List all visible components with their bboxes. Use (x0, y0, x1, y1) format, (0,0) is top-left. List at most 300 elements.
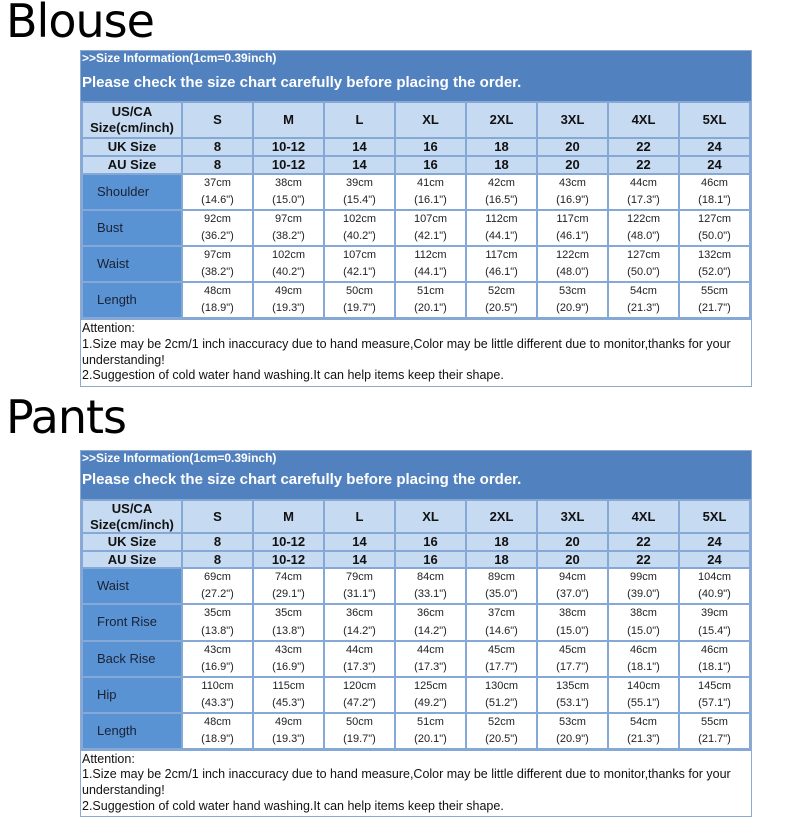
measurement-cell (182, 174, 253, 210)
cm-value: 107cm (413, 213, 448, 226)
cm-value: 45cm (488, 643, 515, 656)
blouse-size-chart (80, 50, 752, 387)
inch-value: (40.2") (272, 266, 305, 279)
inch-value: (21.3") (627, 302, 660, 315)
cm-value: 127cm (697, 213, 732, 226)
measurement-cell (324, 210, 395, 246)
measurement-cell (182, 282, 253, 318)
au-size-label: AU Size (82, 156, 182, 174)
inch-value: (16.9") (272, 660, 305, 673)
measurement-cell (466, 174, 537, 210)
inch-value: (18.1") (698, 660, 731, 673)
measurement-cell (395, 246, 466, 282)
measurement-cell (395, 174, 466, 210)
au-size-value: 14 (324, 156, 395, 174)
inch-value: (55.1") (627, 696, 660, 709)
inch-value: (14.2") (414, 624, 447, 637)
measurement-label: Waist (82, 246, 182, 282)
measurement-label: Front Rise (82, 604, 182, 640)
au-size-value: 10-12 (253, 156, 324, 174)
inch-value: (16.9") (556, 194, 589, 207)
measurement-label: Length (82, 282, 182, 318)
measurement-label: Length (82, 713, 182, 749)
size-header-5xl: 5XL (679, 500, 750, 533)
inch-value: (21.7") (698, 302, 731, 315)
inch-value: (45.3") (272, 696, 305, 709)
cm-value: 55cm (701, 285, 728, 298)
size-header-4xl: 4XL (608, 500, 679, 533)
inch-value: (53.1") (556, 696, 589, 709)
us-ca-size-label: US/CA Size(cm/inch) (82, 102, 182, 138)
au-size-value: 24 (679, 551, 750, 569)
size-info-note: >>Size Information(1cm=0.39inch) (82, 51, 277, 65)
measurement-row (82, 246, 750, 282)
inch-value: (14.6") (201, 194, 234, 207)
inch-value: (16.9") (201, 660, 234, 673)
inch-value: (20.1") (414, 302, 447, 315)
au-size-value: 22 (608, 156, 679, 174)
uk-size-value: 14 (324, 533, 395, 551)
measurement-cell (324, 246, 395, 282)
uk-size-value: 20 (537, 533, 608, 551)
measurement-cell (253, 604, 324, 640)
cm-value: 69cm (204, 571, 231, 584)
cm-value: 51cm (417, 285, 444, 298)
inch-value: (19.7") (343, 302, 376, 315)
cm-value: 49cm (275, 715, 302, 728)
inch-value: (48.0") (556, 266, 589, 279)
inch-value: (19.7") (343, 732, 376, 745)
inch-value: (18.9") (201, 302, 234, 315)
inch-value: (21.3") (627, 732, 660, 745)
size-table (81, 101, 751, 319)
inch-value: (13.8") (201, 624, 234, 637)
attention-line: 2.Suggestion of cold water hand washing.It can help items keep their shape. (82, 368, 504, 383)
uk-size-value: 18 (466, 138, 537, 156)
inch-value: (17.3") (414, 660, 447, 673)
size-header-s: S (182, 102, 253, 138)
size-header-4xl: 4XL (608, 102, 679, 138)
inch-value: (19.3") (272, 302, 305, 315)
au-size-value: 8 (182, 551, 253, 569)
uk-size-value: 10-12 (253, 533, 324, 551)
header-row (82, 102, 750, 138)
measurement-cell (466, 641, 537, 677)
measurement-cell (537, 677, 608, 713)
cm-value: 102cm (342, 213, 377, 226)
au-size-value: 16 (395, 156, 466, 174)
measurement-cell (679, 174, 750, 210)
cm-value: 54cm (630, 285, 657, 298)
au-size-row (82, 156, 750, 174)
measurement-cell (324, 677, 395, 713)
au-size-value: 24 (679, 156, 750, 174)
measurement-row (82, 174, 750, 210)
au-size-value: 8 (182, 156, 253, 174)
inch-value: (17.3") (343, 660, 376, 673)
cm-value: 94cm (559, 571, 586, 584)
measurement-cell (324, 604, 395, 640)
inch-value: (38.2") (272, 230, 305, 243)
uk-size-label: UK Size (82, 138, 182, 156)
inch-value: (46.1") (485, 266, 518, 279)
chart-header-band (81, 51, 751, 101)
inch-value: (50.0") (698, 230, 731, 243)
us-ca-size-label: US/CA Size(cm/inch) (82, 500, 182, 533)
inch-value: (18.9") (201, 732, 234, 745)
measurement-row (82, 641, 750, 677)
cm-value: 102cm (271, 249, 306, 262)
measurement-cell (324, 713, 395, 749)
cm-value: 55cm (701, 715, 728, 728)
cm-value: 37cm (204, 177, 231, 189)
cm-value: 145cm (697, 679, 732, 692)
measurement-cell (679, 568, 750, 604)
cm-value: 112cm (414, 249, 447, 262)
cm-value: 132cm (697, 249, 732, 262)
inch-value: (35.0") (485, 588, 518, 601)
inch-value: (20.1") (414, 732, 447, 745)
inch-value: (36.2") (201, 230, 234, 243)
cm-value: 48cm (204, 285, 231, 298)
measurement-cell (466, 568, 537, 604)
cm-value: 122cm (626, 213, 661, 226)
size-header-2xl: 2XL (466, 500, 537, 533)
cm-value: 54cm (630, 715, 657, 728)
uk-size-value: 24 (679, 533, 750, 551)
size-header-xl: XL (395, 500, 466, 533)
size-header-l: L (324, 102, 395, 138)
cm-value: 135cm (555, 679, 590, 692)
inch-value: (15.0") (627, 624, 660, 637)
cm-value: 35cm (204, 607, 231, 620)
header-row (82, 500, 750, 533)
size-header-2xl: 2XL (466, 102, 537, 138)
inch-value: (27.2") (201, 588, 234, 601)
cm-value: 74cm (275, 571, 302, 584)
measurement-cell (608, 282, 679, 318)
measurement-label: Bust (82, 210, 182, 246)
measurement-cell (537, 604, 608, 640)
inch-value: (49.2") (414, 696, 447, 709)
inch-value: (57.1") (698, 696, 731, 709)
inch-value: (18.1") (698, 194, 731, 207)
measurement-label: Waist (82, 568, 182, 604)
size-header-3xl: 3XL (537, 500, 608, 533)
inch-value: (18.1") (627, 660, 660, 673)
au-size-row (82, 551, 750, 569)
inch-value: (14.2") (343, 624, 376, 637)
measurement-cell (395, 282, 466, 318)
measurement-cell (253, 677, 324, 713)
size-header-m: M (253, 500, 324, 533)
cm-value: 43cm (275, 643, 302, 656)
chart-header-band (81, 451, 751, 499)
measurement-row (82, 568, 750, 604)
inch-value: (15.4") (698, 624, 731, 637)
au-size-value: 22 (608, 551, 679, 569)
measurement-cell (679, 677, 750, 713)
measurement-row (82, 677, 750, 713)
measurement-cell (608, 568, 679, 604)
inch-value: (44.1") (485, 230, 518, 243)
attention-line: 1.Size may be 2cm/1 inch inaccuracy due to hand measure,Color may be little different due to monitor,thanks for your understanding! (82, 337, 731, 367)
inch-value: (17.3") (627, 194, 660, 207)
inch-value: (20.9") (556, 302, 589, 315)
cm-value: 42cm (488, 177, 515, 189)
inch-value: (38.2") (201, 266, 234, 279)
size-header-xl: XL (395, 102, 466, 138)
measurement-cell (182, 641, 253, 677)
measurement-cell (395, 604, 466, 640)
attention-line: 2.Suggestion of cold water hand washing.It can help items keep their shape. (82, 798, 504, 813)
inch-value: (14.6") (485, 624, 518, 637)
cm-value: 39cm (701, 607, 728, 620)
cm-value: 112cm (485, 213, 518, 226)
pants-size-chart (80, 450, 752, 817)
uk-size-value: 8 (182, 533, 253, 551)
measurement-cell (608, 246, 679, 282)
cm-value: 97cm (204, 249, 231, 262)
au-size-label: AU Size (82, 551, 182, 569)
au-size-value: 18 (466, 551, 537, 569)
au-size-value: 18 (466, 156, 537, 174)
au-size-value: 14 (324, 551, 395, 569)
cm-value: 89cm (488, 571, 515, 584)
attention-note (81, 319, 751, 386)
measurement-cell (679, 246, 750, 282)
cm-value: 53cm (559, 285, 586, 298)
cm-value: 125cm (413, 679, 448, 692)
size-header-l: L (324, 500, 395, 533)
measurement-cell (253, 641, 324, 677)
uk-size-value: 16 (395, 138, 466, 156)
measurement-cell (324, 568, 395, 604)
measurement-cell (466, 604, 537, 640)
measurement-cell (537, 641, 608, 677)
measurement-cell (466, 677, 537, 713)
measurement-cell (395, 568, 466, 604)
measurement-label: Back Rise (82, 641, 182, 677)
inch-value: (16.1") (414, 194, 447, 207)
measurement-cell (253, 210, 324, 246)
measurement-cell (466, 210, 537, 246)
inch-value: (31.1") (343, 588, 376, 601)
inch-value: (43.3") (201, 696, 234, 709)
cm-value: 99cm (630, 571, 657, 584)
size-header-m: M (253, 102, 324, 138)
cm-value: 110cm (201, 679, 234, 692)
measurement-cell (679, 210, 750, 246)
measurement-cell (537, 713, 608, 749)
cm-value: 92cm (204, 213, 231, 226)
inch-value: (20.9") (556, 732, 589, 745)
cm-value: 38cm (630, 607, 657, 620)
cm-value: 35cm (275, 607, 302, 620)
attention-line: Attention: (82, 321, 135, 336)
attention-note (81, 750, 751, 817)
cm-value: 46cm (630, 643, 657, 656)
measurement-label: Hip (82, 677, 182, 713)
cm-value: 50cm (346, 285, 373, 298)
inch-value: (15.0") (272, 194, 305, 207)
measurement-cell (608, 713, 679, 749)
uk-size-value: 22 (608, 533, 679, 551)
cm-value: 120cm (342, 679, 377, 692)
measurement-cell (395, 210, 466, 246)
measurement-cell (608, 604, 679, 640)
inch-value: (48.0") (627, 230, 660, 243)
inch-value: (15.4") (343, 194, 376, 207)
uk-size-value: 10-12 (253, 138, 324, 156)
size-table (81, 499, 751, 750)
measurement-cell (182, 246, 253, 282)
inch-value: (15.0") (556, 624, 589, 637)
measurement-cell (324, 641, 395, 677)
inch-value: (47.2") (343, 696, 376, 709)
measurement-cell (324, 282, 395, 318)
cm-value: 41cm (417, 177, 444, 189)
cm-value: 97cm (275, 213, 302, 226)
inch-value: (20.5") (485, 302, 518, 315)
uk-size-value: 20 (537, 138, 608, 156)
cm-value: 117cm (485, 249, 518, 262)
cm-value: 49cm (275, 285, 302, 298)
cm-value: 38cm (275, 177, 302, 189)
measurement-row (82, 604, 750, 640)
measurement-cell (253, 282, 324, 318)
cm-value: 50cm (346, 715, 373, 728)
size-info-note: >>Size Information(1cm=0.39inch) (82, 451, 277, 465)
measurement-cell (466, 282, 537, 318)
order-notice: Please check the size chart carefully before placing the order. (82, 74, 522, 91)
inch-value: (44.1") (414, 266, 447, 279)
inch-value: (20.5") (485, 732, 518, 745)
cm-value: 38cm (559, 607, 586, 620)
cm-value: 79cm (346, 571, 373, 584)
inch-value: (52.0") (698, 266, 731, 279)
measurement-cell (182, 210, 253, 246)
inch-value: (37.0") (556, 588, 589, 601)
blouse-title: Blouse (6, 0, 154, 48)
measurement-cell (395, 641, 466, 677)
cm-value: 84cm (417, 571, 444, 584)
uk-size-value: 24 (679, 138, 750, 156)
cm-value: 107cm (342, 249, 377, 262)
measurement-cell (608, 677, 679, 713)
measurement-cell (253, 713, 324, 749)
measurement-cell (395, 677, 466, 713)
measurement-cell (679, 713, 750, 749)
inch-value: (50.0") (627, 266, 660, 279)
size-header-s: S (182, 500, 253, 533)
cm-value: 52cm (488, 715, 515, 728)
attention-line: 1.Size may be 2cm/1 inch inaccuracy due to hand measure,Color may be little different due to monitor,thanks for your understanding! (82, 767, 731, 798)
measurement-cell (466, 713, 537, 749)
cm-value: 115cm (272, 679, 305, 692)
measurement-cell (182, 604, 253, 640)
uk-size-label: UK Size (82, 533, 182, 551)
cm-value: 130cm (484, 679, 519, 692)
measurement-cell (679, 282, 750, 318)
cm-value: 36cm (417, 607, 444, 620)
measurement-cell (324, 174, 395, 210)
measurement-cell (537, 282, 608, 318)
measurement-label: Shoulder (82, 174, 182, 210)
measurement-cell (182, 568, 253, 604)
inch-value: (42.1") (343, 266, 376, 279)
measurement-row (82, 282, 750, 318)
measurement-cell (395, 713, 466, 749)
cm-value: 46cm (701, 177, 728, 189)
cm-value: 45cm (559, 643, 586, 656)
cm-value: 44cm (630, 177, 657, 189)
cm-value: 39cm (346, 177, 373, 189)
cm-value: 117cm (556, 213, 589, 226)
measurement-row (82, 210, 750, 246)
measurement-cell (537, 174, 608, 210)
inch-value: (42.1") (414, 230, 447, 243)
pants-title: Pants (6, 390, 127, 444)
cm-value: 104cm (697, 571, 732, 584)
measurement-cell (537, 246, 608, 282)
inch-value: (16.5") (485, 194, 518, 207)
inch-value: (33.1") (414, 588, 447, 601)
cm-value: 43cm (204, 643, 231, 656)
measurement-cell (182, 677, 253, 713)
au-size-value: 10-12 (253, 551, 324, 569)
uk-size-value: 8 (182, 138, 253, 156)
uk-size-value: 22 (608, 138, 679, 156)
inch-value: (13.8") (272, 624, 305, 637)
au-size-value: 20 (537, 551, 608, 569)
uk-size-value: 14 (324, 138, 395, 156)
cm-value: 48cm (204, 715, 231, 728)
measurement-cell (537, 568, 608, 604)
measurement-cell (253, 246, 324, 282)
measurement-cell (253, 568, 324, 604)
size-header-5xl: 5XL (679, 102, 750, 138)
cm-value: 44cm (417, 643, 444, 656)
uk-size-value: 18 (466, 533, 537, 551)
inch-value: (39.0") (627, 588, 660, 601)
cm-value: 37cm (488, 607, 515, 620)
measurement-row (82, 713, 750, 749)
inch-value: (29.1") (272, 588, 305, 601)
inch-value: (19.3") (272, 732, 305, 745)
attention-line: Attention: (82, 751, 135, 766)
measurement-cell (537, 210, 608, 246)
cm-value: 46cm (701, 643, 728, 656)
cm-value: 53cm (559, 715, 586, 728)
cm-value: 43cm (559, 177, 586, 189)
inch-value: (17.7") (556, 660, 589, 673)
measurement-cell (466, 246, 537, 282)
cm-value: 140cm (626, 679, 661, 692)
uk-size-value: 16 (395, 533, 466, 551)
cm-value: 127cm (626, 249, 661, 262)
inch-value: (17.7") (485, 660, 518, 673)
size-header-3xl: 3XL (537, 102, 608, 138)
cm-value: 52cm (488, 285, 515, 298)
measurement-cell (679, 604, 750, 640)
measurement-cell (608, 210, 679, 246)
cm-value: 44cm (346, 643, 373, 656)
cm-value: 51cm (417, 715, 444, 728)
measurement-cell (253, 174, 324, 210)
cm-value: 122cm (555, 249, 590, 262)
cm-value: 36cm (346, 607, 373, 620)
